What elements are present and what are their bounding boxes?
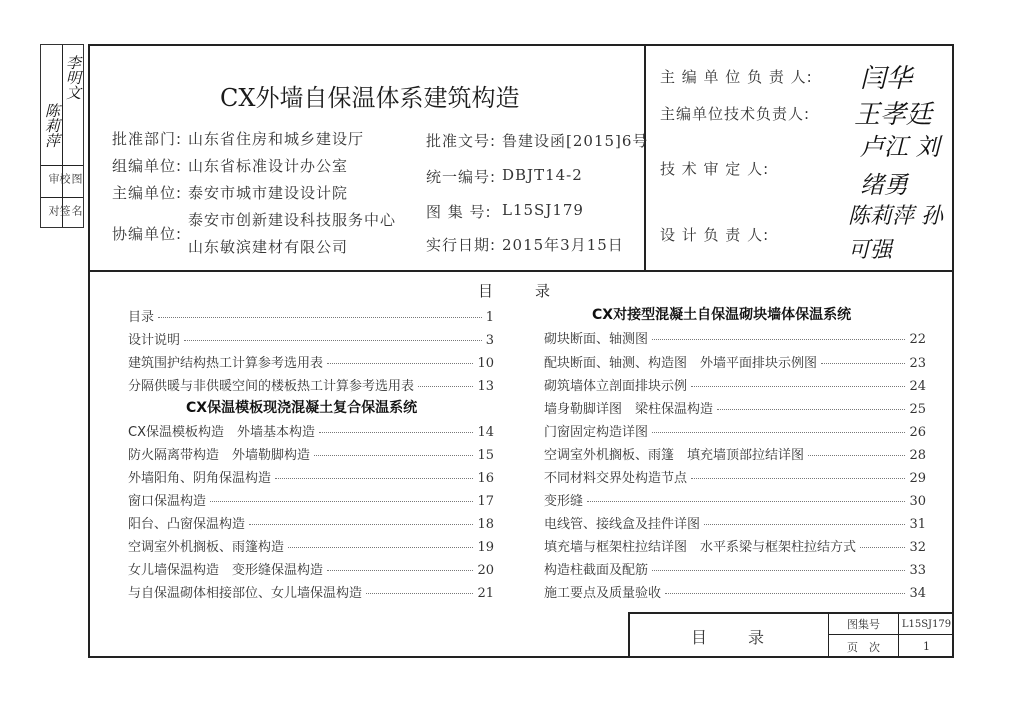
- stamp-cell-bottom-2: 名: [70, 205, 83, 216]
- page-value: 1: [923, 640, 930, 653]
- atlas-number-label: 图 集 号:: [426, 203, 492, 221]
- editor-head-label: 主 编 单 位 负 责 人:: [660, 68, 813, 86]
- co-editor-value-1: 泰安市创新建设科技服务中心: [188, 211, 397, 229]
- toc-item[interactable]: 构造柱截面及配筋 33: [544, 563, 926, 578]
- editor-head-signature: 闫华: [860, 64, 913, 94]
- stamp-signature-1: 李明文: [64, 55, 82, 100]
- organizer-label: 组编单位:: [112, 157, 183, 175]
- design-head-signature: 陈莉萍 孙可强: [848, 204, 943, 263]
- tech-reviewer-label: 技 术 审 定 人:: [660, 160, 770, 178]
- toc-item[interactable]: 填充墙与框架柱拉结详图 水平系梁与框架柱拉结方式 32: [544, 540, 926, 555]
- title-block-title: 目 录: [690, 627, 767, 647]
- toc-item[interactable]: 墙身勒脚详图 梁柱保温构造 25: [544, 402, 926, 417]
- co-editor-value-2: 山东敏滨建材有限公司: [188, 238, 349, 256]
- co-editor-label: 协编单位:: [112, 225, 183, 243]
- side-stamp: [40, 44, 84, 228]
- stamp-cell-bottom-1: 签: [58, 205, 71, 216]
- toc-item[interactable]: 门窗固定构造详图 26: [544, 425, 926, 440]
- atlas-label: 图集号: [847, 618, 880, 631]
- toc-item[interactable]: 配块断面、轴测、构造图 外墙平面排块示例图 23: [544, 356, 926, 371]
- unified-number-value: DBJT14-2: [502, 166, 583, 184]
- toc-item[interactable]: 目录 1: [128, 310, 494, 325]
- unified-number-label: 统一编号:: [426, 168, 497, 186]
- stamp-cell-top-0: 审: [47, 173, 60, 184]
- toc-item[interactable]: 窗口保温构造 17: [128, 494, 494, 509]
- tech-reviewer-signature: 卢江 刘绪勇: [860, 133, 940, 199]
- toc-item[interactable]: 变形缝 30: [544, 494, 926, 509]
- toc-item[interactable]: 空调室外机搁板、雨篷 填充墙顶部拉结详图 28: [544, 448, 926, 463]
- toc-section-right: CX对接型混凝土自保温砌块墙体保温系统: [592, 307, 852, 323]
- organizer-value: 山东省标准设计办公室: [188, 157, 349, 175]
- toc-section-left: CX保温模板现浇混凝土复合保温系统: [186, 400, 418, 416]
- atlas-value: L15SJ179: [901, 618, 952, 630]
- effective-date-value: 2015年3月15日: [502, 236, 624, 254]
- toc-item[interactable]: 建筑围护结构热工计算参考选用表 10: [128, 356, 494, 371]
- toc-item[interactable]: 外墙阳角、阴角保温构造 16: [128, 471, 494, 486]
- effective-date-label: 实行日期:: [426, 236, 497, 254]
- toc-item[interactable]: CX保温模板构造 外墙基本构造 14: [128, 425, 494, 440]
- title-block: [628, 612, 954, 658]
- toc-item[interactable]: 电线管、接线盒及挂件详图 31: [544, 517, 926, 532]
- toc-item[interactable]: 分隔供暖与非供暖空间的楼板热工计算参考选用表 13: [128, 379, 494, 394]
- page-label: 页 次: [847, 640, 880, 654]
- toc-item[interactable]: 女儿墙保温构造 变形缝保温构造 20: [128, 563, 494, 578]
- stamp-cell-bottom-0: 对: [47, 205, 60, 216]
- toc-item[interactable]: 不同材料交界处构造节点 29: [544, 471, 926, 486]
- design-head-label: 设 计 负 责 人:: [660, 226, 770, 244]
- toc-item[interactable]: 砌块断面、轴测图 22: [544, 332, 926, 347]
- header-divider: [88, 270, 954, 272]
- tech-head-signature: 王孝廷: [854, 100, 933, 130]
- toc-item[interactable]: 施工要点及质量验收 34: [544, 586, 926, 601]
- stamp-signature-2: 陈莉萍: [43, 103, 61, 148]
- header-right-divider: [644, 44, 646, 272]
- atlas-number-value: L15SJ179: [502, 201, 584, 219]
- toc-item[interactable]: 与自保温砌体相接部位、女儿墙保温构造 21: [128, 586, 494, 601]
- stamp-cell-top-2: 图: [70, 173, 83, 184]
- toc-item[interactable]: 砌筑墙体立剖面排块示例 24: [544, 379, 926, 394]
- toc-heading: 目 录: [478, 282, 555, 300]
- approval-dept-value: 山东省住房和城乡建设厅: [188, 130, 365, 148]
- toc-item[interactable]: 设计说明 3: [128, 333, 494, 348]
- chief-editor-label: 主编单位:: [112, 184, 183, 202]
- toc-item[interactable]: 防火隔离带构造 外墙勒脚构造 15: [128, 448, 494, 463]
- chief-editor-value: 泰安市城市建设设计院: [188, 184, 349, 202]
- approval-number-value: 鲁建设函[2015]6号: [502, 132, 649, 150]
- tech-head-label: 主编单位技术负责人:: [660, 105, 811, 123]
- toc-item[interactable]: 阳台、凸窗保温构造 18: [128, 517, 494, 532]
- approval-number-label: 批准文号:: [426, 132, 497, 150]
- approval-dept-label: 批准部门:: [112, 130, 183, 148]
- page-title: CX外墙自保温体系建筑构造: [220, 84, 520, 112]
- stamp-cell-top-1: 校: [58, 173, 71, 184]
- toc-item[interactable]: 空调室外机搁板、雨篷构造 19: [128, 540, 494, 555]
